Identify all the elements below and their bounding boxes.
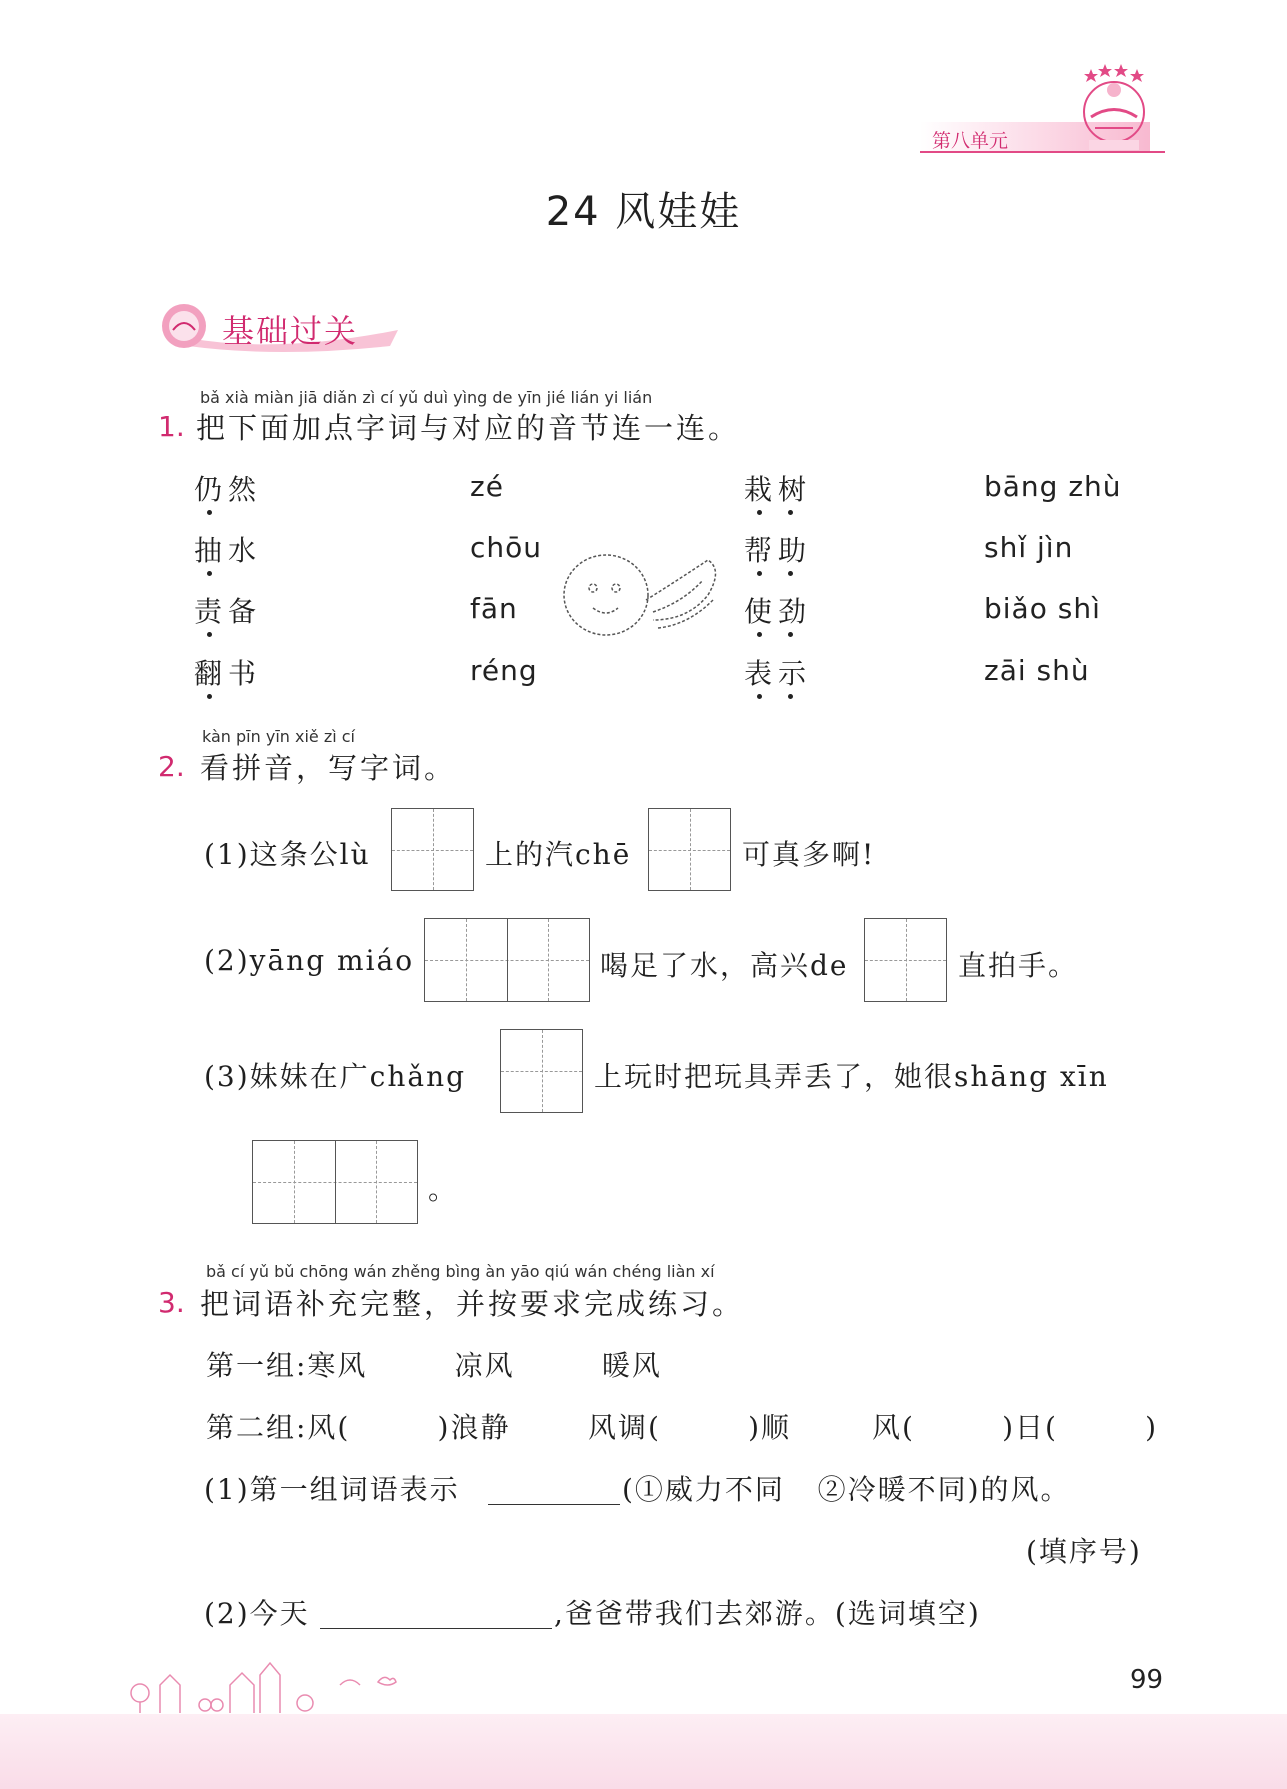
q2-prompt: 看拼音，写字词。 [200,751,457,785]
footer-band [0,1714,1287,1789]
page-number: 99 [1130,1665,1164,1695]
q2-s3-part2: 上玩时把玩具弄丢了，她很shāng xīn [594,1060,1109,1093]
q2-s1-part2: 上的汽chē [485,838,632,871]
q1-right-word[interactable]: 帮助 [744,534,813,567]
emphasis-dot [207,632,212,637]
q1-right-word[interactable]: 使劲 [744,595,813,628]
q3-p1-answer-blank[interactable] [488,1504,620,1505]
emphasis-dot [207,694,212,699]
q3-p2-part2: ,爸爸带我们去郊游。(选词填空) [554,1597,981,1630]
q3-pinyin: bǎ cí yǔ bǔ chōng wán zhěng bìng àn yāo qiú wán chéng liàn xí [206,1262,715,1281]
q1-left-word[interactable]: 责备 [194,595,263,628]
emphasis-dot [788,632,793,637]
emphasis-dot [757,694,762,699]
q1-left-word[interactable]: 翻书 [194,657,263,690]
banner-label: 基础过关 [222,312,359,350]
q1-left-word[interactable]: 仍然 [194,473,263,506]
q3-p1-part1: (1)第一组词语表示 [204,1473,460,1506]
lesson-title: 24 风娃娃 [545,189,742,235]
q3-p2-answer-blank[interactable] [320,1628,552,1629]
q3-prompt: 把词语补充完整，并按要求完成练习。 [200,1287,745,1321]
q1-left-pinyin[interactable]: réng [470,654,538,687]
q2-number: 2. [158,750,185,783]
q2-s2-part3: 直拍手。 [958,949,1079,982]
q1-left-pinyin[interactable]: fān [470,592,518,625]
q1-right-word[interactable]: 栽树 [744,473,813,506]
q1-pinyin: bǎ xià miàn jiā diǎn zì cí yǔ duì yìng de yīn jié lián yi lián [200,388,653,407]
q1-right-pinyin[interactable]: shǐ jìn [984,531,1074,564]
bird-decoration-icon [376,1672,398,1690]
q3-number: 3. [158,1286,185,1319]
emphasis-dot [757,510,762,515]
emphasis-dot [757,632,762,637]
q3-p1-part2: (①威力不同 ②冷暖不同)的风。 [622,1473,1071,1506]
q2-s1-part1: (1)这条公lù [204,838,371,871]
emphasis-dot [788,694,793,699]
q1-right-word[interactable]: 表示 [744,657,813,690]
writing-grid-box[interactable] [391,808,474,891]
q3-group2-idiom2[interactable]: 风调( )顺 [588,1411,792,1444]
wind-baby-icon [558,540,728,645]
writing-grid-double[interactable] [252,1140,418,1224]
q3-group2-idiom1[interactable]: 第二组:风( )浪静 [206,1411,511,1444]
q1-left-word[interactable]: 抽水 [194,534,263,567]
writing-grid-box[interactable] [648,808,731,891]
q1-right-pinyin[interactable]: zāi shù [984,654,1090,687]
writing-grid-box[interactable] [864,918,947,1002]
emphasis-dot [788,510,793,515]
q1-left-pinyin[interactable]: chōu [470,531,543,564]
q3-p1-note: (填序号) [1026,1535,1142,1568]
q2-s2-part1: (2)yāng miáo [204,944,415,977]
publisher-seal-icon [1075,62,1153,154]
unit-label: 第八单元 [932,130,1009,152]
emphasis-dot [757,571,762,576]
q3-group1: 第一组:寒风 凉风 暖风 [206,1349,662,1382]
q1-right-pinyin[interactable]: bāng zhù [984,470,1122,503]
q2-s2-part2: 喝足了水，高兴de [600,949,849,982]
q2-s3-part3: 。 [428,1173,459,1206]
q3-group2-idiom3[interactable]: 风( )日( ) [872,1411,1159,1444]
q1-right-pinyin[interactable]: biǎo shì [984,592,1101,625]
q2-pinyin: kàn pīn yīn xiě zì cí [202,727,355,746]
writing-grid-double[interactable] [424,918,590,1002]
q1-number: 1. [158,410,185,443]
q2-s3-part1: (3)妹妹在广chǎng [204,1060,467,1093]
q1-left-pinyin[interactable]: zé [470,470,504,503]
q2-s1-part3: 可真多啊! [742,838,876,871]
q1-prompt: 把下面加点字词与对应的音节连一连。 [196,411,741,445]
emphasis-dot [207,571,212,576]
emphasis-dot [207,510,212,515]
town-decoration-icon [120,1645,420,1715]
q3-p2-part1: (2)今天 [204,1597,310,1630]
emphasis-dot [788,571,793,576]
section-banner [158,300,403,352]
writing-grid-box[interactable] [500,1029,583,1113]
